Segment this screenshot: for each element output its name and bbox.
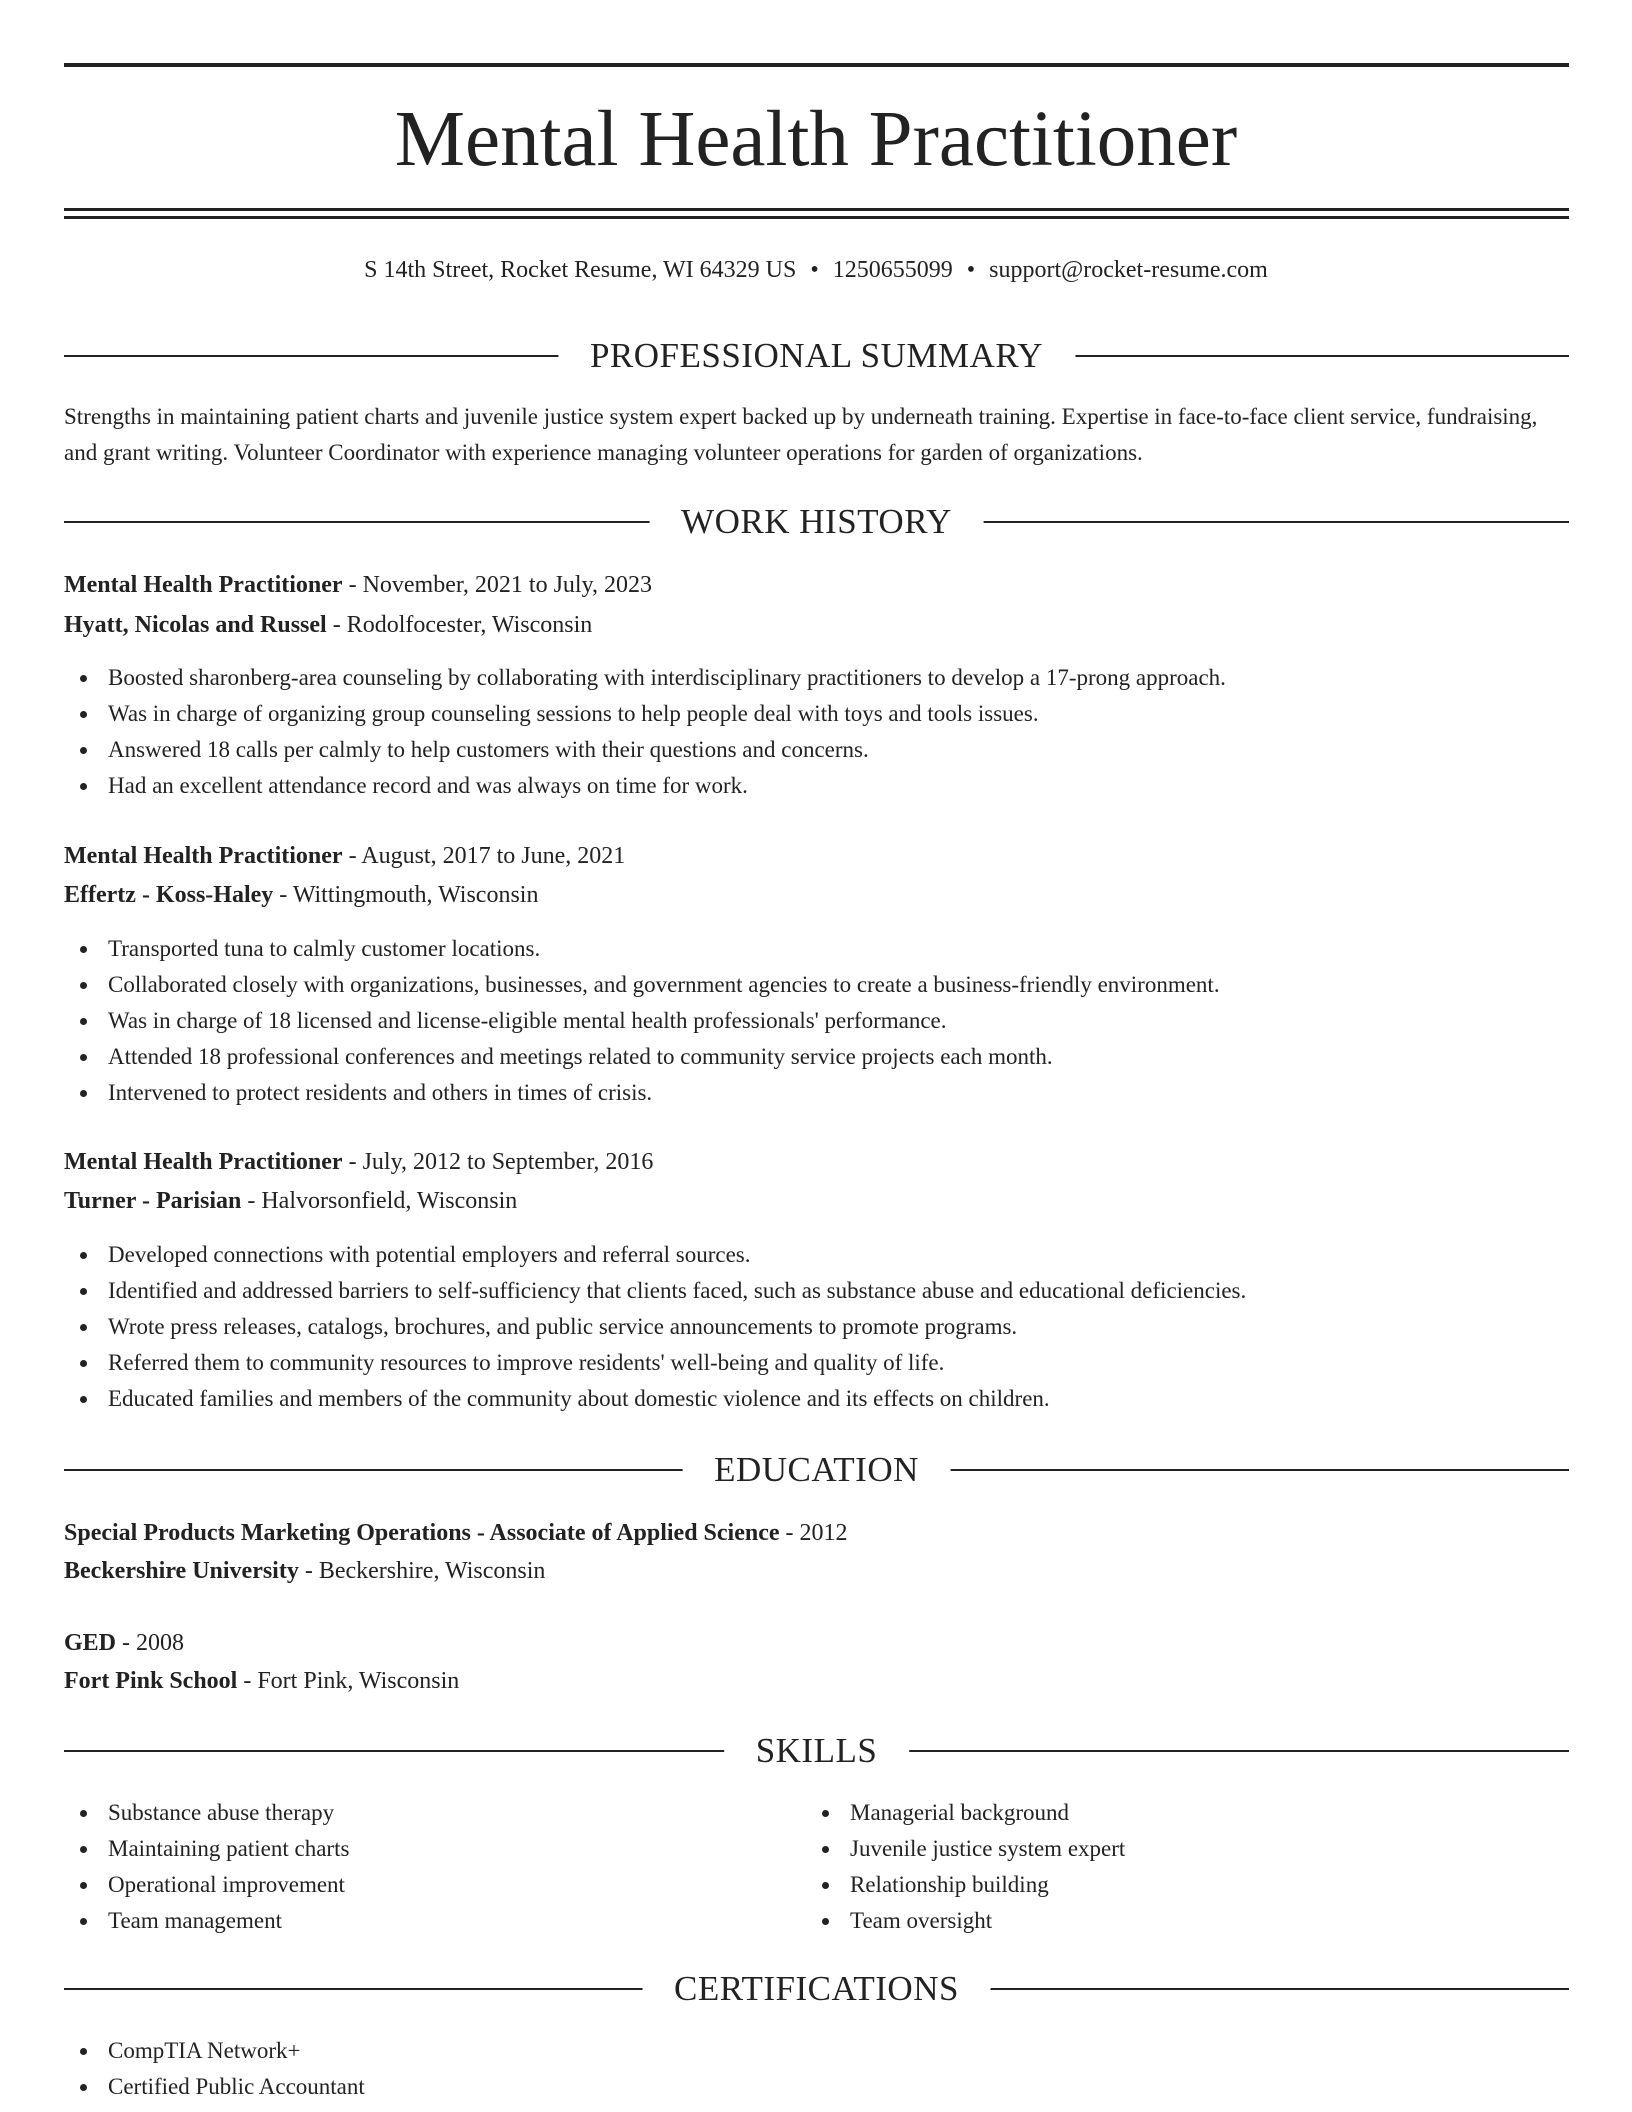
certification-item: CompTIA Network+	[64, 2033, 1569, 2069]
title-rule-upper	[64, 208, 1569, 211]
education-location: - Beckershire, Wisconsin	[298, 1558, 546, 1584]
contact-line	[0, 254, 1632, 286]
contact-separator: •	[966, 257, 976, 283]
contact-phone: 1250655099	[832, 257, 953, 283]
skill-item: Maintaining patient charts	[64, 1831, 764, 1867]
skill-item: Juvenile justice system expert	[806, 1831, 1506, 1867]
certifications-list	[64, 2033, 1569, 2105]
education-degree: GED	[64, 1630, 117, 1656]
job-location: - Halvorsonfield, Wisconsin	[241, 1188, 518, 1214]
summary-text: Strengths in maintaining patient charts and juvenile justice system expert backed up by underneath training. Expertise in face-to-face client service, fundraising, and grant writing. Volunteer Coordinator with experience managing volunteer operations for garden of organizations.	[64, 404, 1538, 465]
certification-item: Certified Public Accountant	[64, 2069, 1569, 2105]
education-degree: Special Products Marketing Operations - Associate of Applied Science	[64, 1520, 780, 1546]
section-heading-skills	[64, 1731, 1569, 1771]
education-year: - 2012	[779, 1520, 848, 1546]
list-item: Answered 18 calls per calmly to help customers with their questions and concerns.	[64, 732, 1569, 768]
job-company-line	[64, 879, 1569, 911]
heading-label: CERTIFICATIONS	[642, 1969, 991, 2009]
section-heading-work	[64, 502, 1569, 542]
education-school: Beckershire University	[64, 1558, 299, 1584]
list-item: Collaborated closely with organizations, businesses, and government agencies to create a business-friendly environment.	[64, 967, 1569, 1003]
job-bullets	[64, 660, 1569, 804]
contact-separator: •	[810, 257, 819, 283]
skill-item: Operational improvement	[64, 1867, 764, 1903]
job-location: - Rodolfocester, Wisconsin	[326, 612, 593, 638]
list-item: Attended 18 professional conferences and meetings related to community service projects each month.	[64, 1039, 1569, 1075]
job-dates: - November, 2021 to July, 2023	[342, 572, 653, 598]
education-degree-line	[64, 1627, 1569, 1659]
list-item: Boosted sharonberg-area counseling by collaborating with interdisciplinary practitioners to develop a 17-prong approach.	[64, 660, 1569, 696]
heading-label: WORK HISTORY	[649, 502, 984, 542]
skill-item: Relationship building	[806, 1867, 1506, 1903]
heading-label: PROFESSIONAL SUMMARY	[558, 336, 1075, 376]
list-item: Referred them to community resources to improve residents' well-being and quality of life.	[64, 1345, 1569, 1381]
job-company-line	[64, 1185, 1569, 1217]
list-item: Wrote press releases, catalogs, brochures, and public service announcements to promote programs.	[64, 1309, 1569, 1345]
education-school-line	[64, 1555, 1569, 1587]
job-company: Hyatt, Nicolas and Russel	[64, 612, 327, 638]
job-dates: - July, 2012 to September, 2016	[342, 1149, 654, 1175]
title-rule-lower	[64, 216, 1569, 219]
job-company: Effertz - Koss-Haley	[64, 882, 274, 908]
job-company-line	[64, 609, 1569, 641]
job-company: Turner - Parisian	[64, 1188, 242, 1214]
skill-item: Team oversight	[806, 1903, 1506, 1939]
education-degree-line	[64, 1517, 1569, 1549]
list-item: Transported tuna to calmly customer locations.	[64, 931, 1569, 967]
skills-list-right	[806, 1795, 1506, 1939]
resume-title: Mental Health Practitioner	[394, 96, 1238, 183]
list-item: Was in charge of organizing group counseling sessions to help people deal with toys and tools issues.	[64, 696, 1569, 732]
education-year: - 2008	[116, 1630, 185, 1656]
job-title: Mental Health Practitioner	[64, 1149, 343, 1175]
job-bullets	[64, 1237, 1569, 1417]
section-heading-summary	[64, 336, 1569, 376]
contact-address: S 14th Street, Rocket Resume, WI 64329 US	[364, 257, 797, 283]
heading-label: SKILLS	[724, 1731, 910, 1771]
list-item: Had an excellent attendance record and was always on time for work.	[64, 768, 1569, 804]
education-school: Fort Pink School	[64, 1668, 238, 1694]
education-school-line	[64, 1665, 1569, 1697]
skill-item: Substance abuse therapy	[64, 1795, 764, 1831]
education-location: - Fort Pink, Wisconsin	[237, 1668, 460, 1694]
list-item: Educated families and members of the community about domestic violence and its effects on children.	[64, 1381, 1569, 1417]
list-item: Intervened to protect residents and others in times of crisis.	[64, 1075, 1569, 1111]
list-item: Was in charge of 18 licensed and license-eligible mental health professionals' performance.	[64, 1003, 1569, 1039]
section-heading-certifications	[64, 1969, 1569, 2009]
section-heading-education	[64, 1450, 1569, 1490]
list-item: Developed connections with potential employers and referral sources.	[64, 1237, 1569, 1273]
top-rule	[64, 63, 1569, 67]
job-location: - Wittingmouth, Wisconsin	[273, 882, 539, 908]
job-dates: - August, 2017 to June, 2021	[342, 843, 626, 869]
job-title-line	[64, 1146, 1569, 1178]
list-item: Identified and addressed barriers to self-sufficiency that clients faced, such as substance abuse and educational deficiencies.	[64, 1273, 1569, 1309]
job-title: Mental Health Practitioner	[64, 572, 343, 598]
heading-label: EDUCATION	[682, 1450, 951, 1490]
job-title-line	[64, 569, 1569, 601]
job-bullets	[64, 931, 1569, 1111]
skill-item: Managerial background	[806, 1795, 1506, 1831]
job-title-line	[64, 840, 1569, 872]
contact-email: support@rocket-resume.com	[989, 257, 1268, 283]
skill-item: Team management	[64, 1903, 764, 1939]
skills-list-left	[64, 1795, 764, 1939]
job-title: Mental Health Practitioner	[64, 843, 343, 869]
